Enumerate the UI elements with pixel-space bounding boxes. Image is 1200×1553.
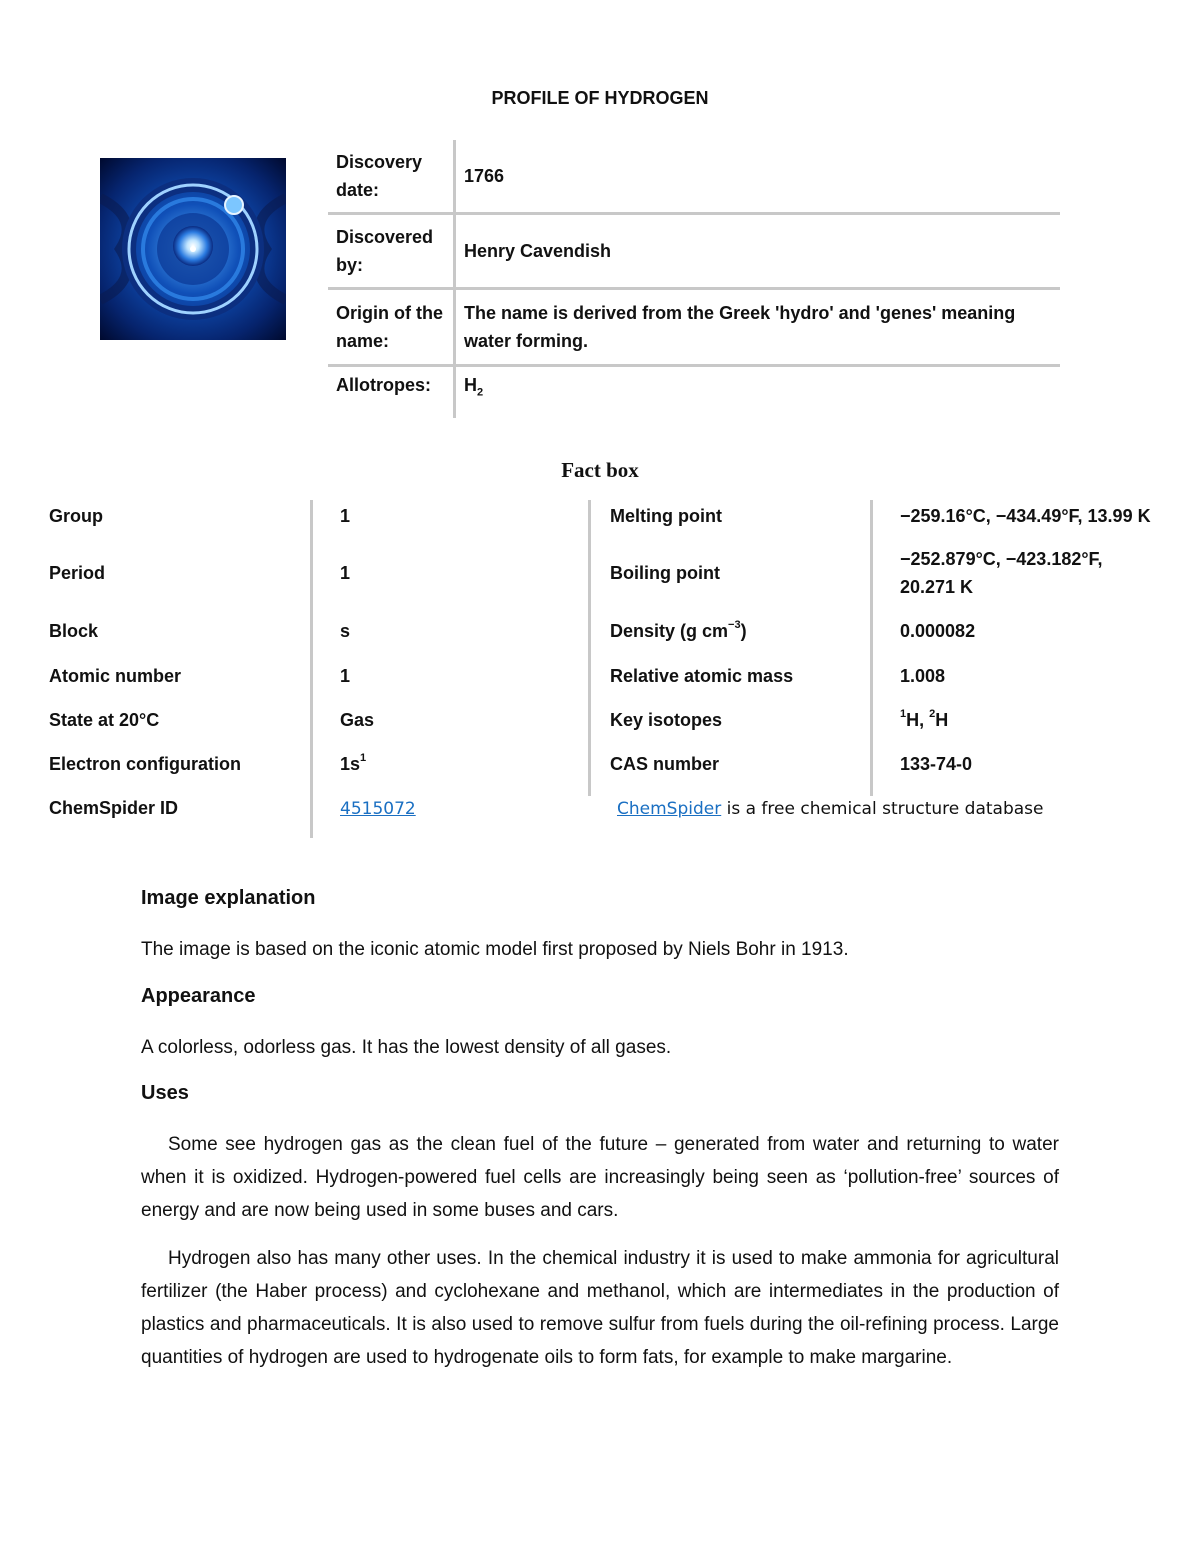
boiling-value-line1: −252.879°C, −423.182°F,	[900, 549, 1103, 569]
period-value: 1	[340, 563, 351, 583]
atomic-mass-label: Relative atomic mass	[610, 666, 794, 686]
page-title: PROFILE OF HYDROGEN	[491, 88, 709, 108]
image-explanation-text: The image is based on the iconic atomic model first proposed by Niels Bohr in 1913.	[141, 939, 849, 960]
state-value: Gas	[340, 710, 375, 730]
bohr-atom-image	[100, 158, 286, 340]
isotopes-label: Key isotopes	[610, 710, 723, 730]
melting-label: Melting point	[610, 506, 722, 526]
chemspider-id-link[interactable]: 4515072	[340, 799, 416, 819]
fact-box-title: Fact box	[561, 458, 639, 482]
atomic-number-value: 1	[340, 666, 351, 686]
electron-config-value: $1s^1$	[340, 752, 367, 774]
isotopes-value: $^1$H, $^2$H	[900, 708, 949, 730]
melting-value: −259.16°C, −434.49°F, 13.99 K	[900, 506, 1151, 526]
discovery-date-value: 1766	[464, 166, 505, 186]
cas-value: 133-74-0	[900, 754, 973, 774]
group-label: Group	[49, 506, 103, 526]
chemspider-label: ChemSpider ID	[49, 798, 179, 818]
origin-value: The name is derived from the Greek 'hydro' and 'genes' meaning water forming.	[455, 289, 1061, 366]
appearance-heading: Appearance	[141, 985, 256, 1007]
boiling-value-line2: 20.271 K	[900, 577, 974, 597]
block-label: Block	[49, 621, 99, 641]
origin-label: Origin of the name:	[328, 289, 455, 366]
image-explanation-heading: Image explanation	[141, 887, 316, 909]
density-label: Density (g $cm^{-3}$)	[610, 619, 747, 641]
density-value: 0.000082	[900, 621, 976, 641]
boiling-label: Boiling point	[610, 563, 720, 583]
profile-table	[328, 140, 1060, 418]
discovered-by-value: Henry Cavendish	[455, 214, 1061, 289]
chemspider-note: ChemSpider is a free chemical structure database	[617, 799, 1044, 819]
chemspider-link[interactable]: ChemSpider	[617, 799, 722, 819]
uses-paragraph-1: Some see hydrogen gas as the clean fuel of the future – generated from water and returning to water when it is oxidized. Hydrogen-powered fuel cells are increasingly being seen as ‘pollution-free’ sources of energy and are now being used in some buses and cars.	[141, 1134, 1059, 1221]
allotropes-label: Allotropes:	[328, 366, 455, 419]
period-label: Period	[49, 563, 106, 583]
electron-config-label: Electron configuration	[49, 754, 242, 774]
atomic-number-label: Atomic number	[49, 666, 182, 686]
allotropes-value: $H_2$	[455, 366, 1061, 419]
discovery-date-label: Discovery date:	[328, 140, 455, 214]
atomic-mass-value: 1.008	[900, 666, 946, 686]
appearance-text: A colorless, odorless gas. It has the lowest density of all gases.	[141, 1037, 672, 1058]
state-label: State at 20°C	[49, 710, 160, 730]
uses-heading: Uses	[141, 1082, 189, 1104]
cas-label: CAS number	[610, 754, 720, 774]
uses-paragraph-2: Hydrogen also has many other uses. In the chemical industry it is used to make ammonia for agricultural fertilizer (the Haber process) and cyclohexane and methanol, which are intermediates in the production of plastics and pharmaceuticals. It is also used to remove sulfur from fuels during the oil-refining process. Large quantities of hydrogen are used to hydrogenate oils to form fats, for example to make margarine.	[141, 1248, 1059, 1368]
divider	[310, 500, 313, 838]
block-value: s	[340, 621, 351, 641]
group-value: 1	[340, 506, 351, 526]
discovered-by-label: Discovered by:	[328, 214, 455, 289]
divider	[870, 500, 873, 796]
divider	[588, 500, 591, 796]
